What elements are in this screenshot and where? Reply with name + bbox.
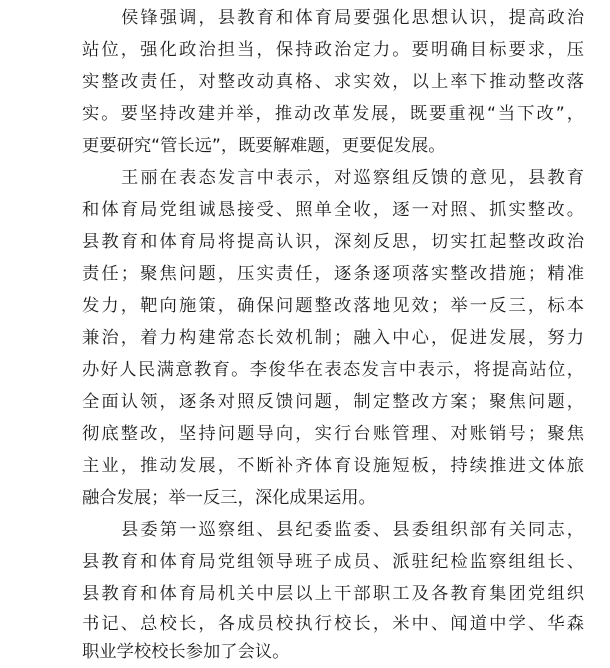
paragraph-2-line-3: 县教育和体育局将提高认识，深刻反思，切实扛起整改政治 bbox=[82, 232, 584, 252]
paragraph-3-line-2: 县教育和体育局党组领导班子成员、派驻纪检监察组组长、 bbox=[82, 552, 584, 572]
paragraph-1-line-4: 实。要坚持改建并举，推动改革发展，既要重视“当下改”， bbox=[82, 104, 584, 124]
paragraph-1-line-3: 实整改责任，对整改动真格、求实效，以上率下推动整改落 bbox=[82, 72, 584, 92]
paragraph-2-line-1: 王丽在表态发言中表示，对巡察组反馈的意见，县教育 bbox=[121, 168, 584, 188]
paragraph-1-line-1: 侯锋强调，县教育和体育局要强化思想认识，提高政治 bbox=[121, 8, 584, 28]
paragraph-2-line-10: 主业，推动发展，不断补齐体育设施短板，持续推进文体旅 bbox=[82, 456, 584, 476]
paragraph-1-line-5: 更要研究“管长远”，既要解难题，更要促发展。 bbox=[82, 136, 446, 156]
paragraph-3-line-4: 书记、总校长，各成员校执行校长，米中、闻道中学、华森 bbox=[82, 614, 584, 634]
paragraph-2-line-7: 办好人民满意教育。李俊华在表态发言中表示，将提高站位， bbox=[82, 360, 584, 380]
paragraph-3-line-5: 职业学校校长参加了会议。 bbox=[82, 642, 290, 662]
paragraph-2-line-2: 和体育局党组诚恳接受、照单全收，逐一对照、抓实整改。 bbox=[82, 200, 584, 220]
paragraph-2-line-9: 彻底整改，坚持问题导向，实行台账管理、对账销号；聚焦 bbox=[82, 424, 584, 444]
paragraph-2-line-8: 全面认领，逐条对照反馈问题，制定整改方案；聚焦问题， bbox=[82, 392, 584, 412]
paragraph-2-line-4: 责任；聚焦问题，压实责任，逐条逐项落实整改措施；精准 bbox=[82, 264, 584, 284]
paragraph-3-line-1: 县委第一巡察组、县纪委监委、县委组织部有关同志， bbox=[121, 520, 584, 540]
paragraph-1-line-2: 站位，强化政治担当，保持政治定力。要明确目标要求，压 bbox=[82, 40, 584, 60]
paragraph-2-line-11: 融合发展；举一反三，深化成果运用。 bbox=[82, 488, 376, 508]
paragraph-2-line-6: 兼治，着力构建常态长效机制；融入中心，促进发展，努力 bbox=[82, 328, 584, 348]
paragraph-3-line-3: 县教育和体育局机关中层以上干部职工及各教育集团党组织 bbox=[82, 584, 584, 604]
paragraph-2-line-5: 发力，靶向施策，确保问题整改落地见效；举一反三，标本 bbox=[82, 296, 584, 316]
